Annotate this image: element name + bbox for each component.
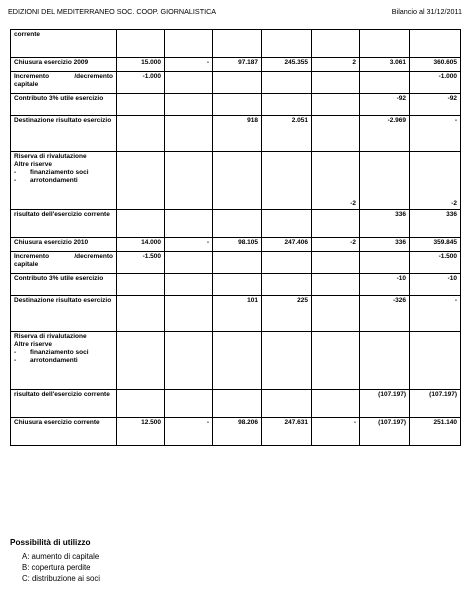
cell-value [262, 30, 312, 58]
cell-value [360, 332, 410, 390]
cell-value: (107.197) [360, 418, 410, 446]
usage-item-a: A: aumento di capitale [22, 552, 100, 561]
cell-value: -326 [360, 296, 410, 332]
cell-value [312, 72, 360, 94]
row-label: Contributo 3% utile esercizio [11, 94, 117, 116]
cell-value: -2 [410, 152, 461, 210]
cell-value: -1.000 [410, 72, 461, 94]
cell-value [117, 296, 165, 332]
cell-value [262, 390, 312, 418]
cell-value: 359.845 [410, 238, 461, 252]
cell-value [117, 332, 165, 390]
cell-value [117, 390, 165, 418]
cell-value: -1.500 [410, 252, 461, 274]
company-name: EDIZIONI DEL MEDITERRANEO SOC. COOP. GIORNALISTICA [8, 7, 217, 16]
table-row [11, 238, 461, 252]
cell-value [312, 296, 360, 332]
table-row [11, 210, 461, 238]
cell-value: -2.969 [360, 116, 410, 152]
table-row [11, 418, 461, 446]
cell-value [165, 390, 213, 418]
table-row [11, 72, 461, 94]
cell-value [312, 390, 360, 418]
cell-value [410, 30, 461, 58]
cell-value [213, 152, 262, 210]
cell-value: -2 [312, 152, 360, 210]
table-row [11, 390, 461, 418]
row-label: Chiusura esercizio corrente [11, 418, 117, 446]
cell-value [262, 332, 312, 390]
cell-value: -92 [410, 94, 461, 116]
cell-value: 14.000 [117, 238, 165, 252]
page-header [8, 7, 462, 19]
cell-value [213, 94, 262, 116]
cell-value: -2 [312, 238, 360, 252]
cell-value: (107.197) [360, 390, 410, 418]
cell-value [410, 332, 461, 390]
row-label: Destinazione risultato esercizio [11, 116, 117, 152]
cell-value: 918 [213, 116, 262, 152]
cell-value [165, 72, 213, 94]
cell-value: 97.187 [213, 58, 262, 72]
row-label: risultato dell'esercizio corrente [11, 390, 117, 418]
cell-value: 3.061 [360, 58, 410, 72]
row-label: Chiusura esercizio 2009 [11, 58, 117, 72]
row-label [11, 152, 117, 210]
cell-value: 360.605 [410, 58, 461, 72]
cell-value [165, 152, 213, 210]
cell-value: - [165, 238, 213, 252]
cell-value [312, 210, 360, 238]
cell-value: -10 [410, 274, 461, 296]
cell-value: - [165, 418, 213, 446]
cell-value: -92 [360, 94, 410, 116]
cell-value: -1.500 [117, 252, 165, 274]
cell-value [165, 332, 213, 390]
cell-value [213, 332, 262, 390]
bullet-dash: - [14, 177, 17, 184]
usage-item-c: C: distribuzione ai soci [22, 574, 101, 583]
row-label: Incremento /decremento capitale [11, 252, 117, 274]
table-row [11, 116, 461, 152]
usage-legend [10, 538, 100, 584]
cell-value: 225 [262, 296, 312, 332]
table-row [11, 94, 461, 116]
cell-value [117, 274, 165, 296]
bullet-dash: - [14, 349, 17, 356]
cell-value [262, 94, 312, 116]
other-reserves-label: Altre riserve [14, 161, 52, 168]
cell-value: 98.206 [213, 418, 262, 446]
cell-value [213, 210, 262, 238]
cell-value [213, 30, 262, 58]
bullet-dash: - [14, 357, 17, 364]
reserve-label: Riserva di rivalutazione [14, 153, 87, 160]
cell-value [213, 274, 262, 296]
cell-value [117, 152, 165, 210]
table-row [11, 332, 461, 390]
row-label: Chiusura esercizio 2010 [11, 238, 117, 252]
cell-value: 2 [312, 58, 360, 72]
reserve-label: Riserva di rivalutazione [14, 333, 87, 340]
cell-value [165, 116, 213, 152]
other-reserves-label: Altre riserve [14, 341, 52, 348]
sub-item-label: arrotondamenti [30, 177, 78, 184]
cell-value [213, 390, 262, 418]
cell-value [262, 252, 312, 274]
table-row [11, 296, 461, 332]
table-row [11, 274, 461, 296]
cell-value: 2.051 [262, 116, 312, 152]
cell-value [262, 72, 312, 94]
usage-item-b: B: copertura perdite [22, 563, 91, 572]
cell-value: - [410, 296, 461, 332]
cell-value: -1.000 [117, 72, 165, 94]
cell-value [117, 116, 165, 152]
cell-value: 101 [213, 296, 262, 332]
cell-value: - [312, 418, 360, 446]
cell-value [360, 252, 410, 274]
cell-value: 247.631 [262, 418, 312, 446]
cell-value [213, 252, 262, 274]
cell-value: 247.406 [262, 238, 312, 252]
cell-value: 15.000 [117, 58, 165, 72]
row-label [11, 332, 117, 390]
cell-value [360, 30, 410, 58]
table-row [11, 58, 461, 72]
cell-value: 336 [410, 210, 461, 238]
usage-legend-title: Possibilità di utilizzo [10, 538, 91, 547]
cell-value [117, 94, 165, 116]
row-label: corrente [11, 30, 117, 58]
balance-date: Bilancio al 31/12/2011 [391, 7, 462, 16]
cell-value: - [410, 116, 461, 152]
table-row [11, 252, 461, 274]
cell-value [262, 274, 312, 296]
cell-value [165, 274, 213, 296]
cell-value: 251.140 [410, 418, 461, 446]
cell-value [312, 116, 360, 152]
cell-value [360, 72, 410, 94]
cell-value [312, 30, 360, 58]
cell-value [117, 30, 165, 58]
row-label: Contributo 3% utile esercizio [11, 274, 117, 296]
cell-value: 245.355 [262, 58, 312, 72]
cell-value [213, 72, 262, 94]
cell-value [165, 296, 213, 332]
equity-movements-table [10, 29, 461, 446]
sub-item-label: finanziamento soci [30, 349, 89, 356]
cell-value [312, 274, 360, 296]
cell-value: (107.197) [410, 390, 461, 418]
cell-value [165, 94, 213, 116]
cell-value [312, 252, 360, 274]
cell-value [262, 210, 312, 238]
cell-value: 12.500 [117, 418, 165, 446]
bullet-dash: - [14, 169, 17, 176]
cell-value: 98.105 [213, 238, 262, 252]
sub-item-label: finanziamento soci [30, 169, 89, 176]
row-label: Incremento /decremento capitale [11, 72, 117, 94]
cell-value: -10 [360, 274, 410, 296]
cell-value [117, 210, 165, 238]
row-label: risultato dell'esercizio corrente [11, 210, 117, 238]
cell-value [262, 152, 312, 210]
cell-value [165, 30, 213, 58]
table-row [11, 152, 461, 210]
sub-item-label: arrotondamenti [30, 357, 78, 364]
table-row [11, 30, 461, 58]
cell-value [165, 252, 213, 274]
cell-value [360, 152, 410, 210]
row-label: Destinazione risultato esercizio [11, 296, 117, 332]
cell-value [312, 332, 360, 390]
cell-value [312, 94, 360, 116]
cell-value [165, 210, 213, 238]
cell-value: 336 [360, 238, 410, 252]
cell-value: 336 [360, 210, 410, 238]
cell-value: - [165, 58, 213, 72]
